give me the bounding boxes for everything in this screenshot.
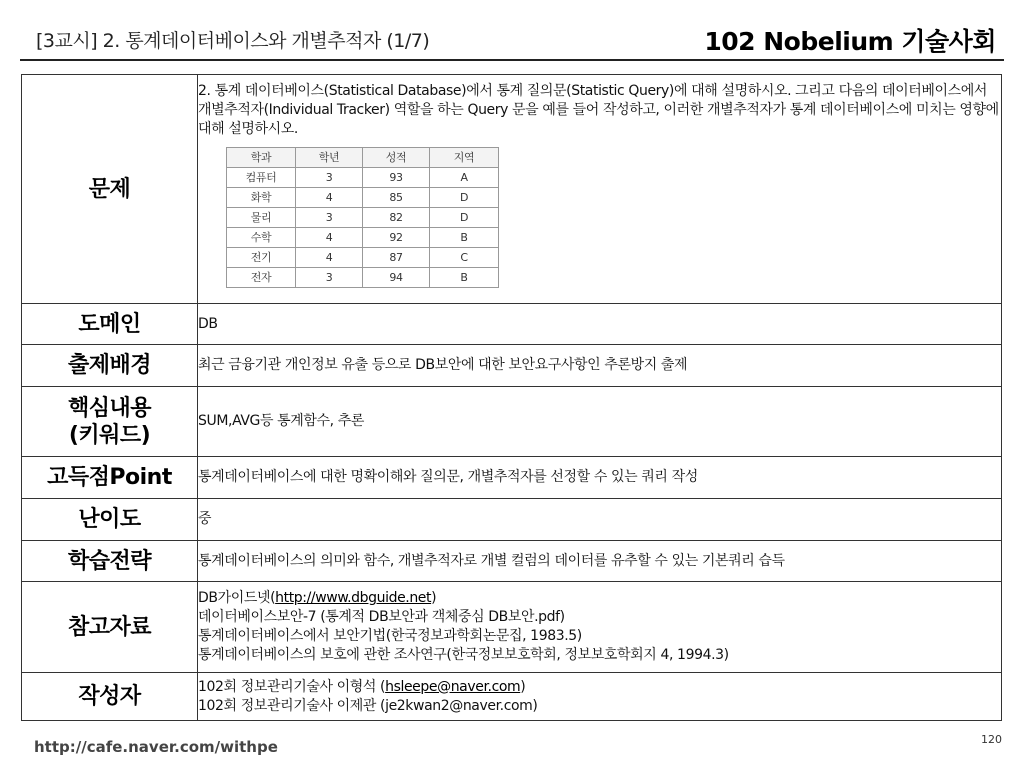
references-cell bbox=[198, 582, 1002, 673]
label-domain: 도메인 bbox=[22, 304, 198, 345]
domain-value: DB bbox=[198, 304, 1002, 345]
footer-url: http://cafe.naver.com/withpe bbox=[34, 738, 278, 756]
sample-cell: 87 bbox=[363, 248, 430, 268]
sample-cell: 수학 bbox=[227, 228, 296, 248]
difficulty-value: 중 bbox=[198, 499, 1002, 541]
label-scoring: 고득점Point bbox=[22, 457, 198, 499]
sample-cell: 4 bbox=[296, 248, 363, 268]
sample-header-cell: 학년 bbox=[296, 148, 363, 168]
sample-table-row bbox=[227, 228, 499, 248]
sample-header-cell: 학과 bbox=[227, 148, 296, 168]
row-question bbox=[22, 75, 1002, 304]
row-scoring bbox=[22, 457, 1002, 499]
sample-table-row bbox=[227, 268, 499, 288]
sample-cell: D bbox=[430, 188, 499, 208]
label-authors: 작성자 bbox=[22, 673, 198, 721]
author-item: 102회 정보관리기술사 이제관 (je2kwan2@naver.com) bbox=[198, 697, 538, 714]
question-text: 2. 통계 데이터베이스(Statistical Database)에서 통계 질의문(Statistic Query)에 대해 설명하시오. 그리고 다음의 데이터베이스에서 개별추적자(Individual Tracker) 역할을 하는 Query 문을 예를 들어 작성하고, 이러한 개별추적자가 통계 데이터베이스에 미치는 영향에 대해 설명하시오. bbox=[198, 83, 999, 137]
sample-cell: 4 bbox=[296, 228, 363, 248]
sample-header-cell: 성적 bbox=[363, 148, 430, 168]
sample-table-row bbox=[227, 168, 499, 188]
row-background bbox=[22, 345, 1002, 387]
background-value: 최근 금융기관 개인정보 유출 등으로 DB보안에 대한 보안요구사항인 추론방지 출제 bbox=[198, 345, 1002, 387]
reference-item: 통계데이터베이스의 보호에 관한 조사연구(한국정보보호학회, 정보보호학회지 4, 1994.3) bbox=[198, 647, 729, 663]
row-keywords bbox=[22, 387, 1002, 457]
author-email-link[interactable]: hsleepe@naver.com bbox=[385, 678, 521, 695]
reference-item: 데이터베이스보안-7 (통계적 DB보안과 객체중심 DB보안.pdf) bbox=[198, 609, 565, 625]
sample-cell: 93 bbox=[363, 168, 430, 188]
label-keywords-line2: (키워드) bbox=[68, 422, 151, 448]
sample-cell: 3 bbox=[296, 168, 363, 188]
sample-table-header bbox=[227, 148, 499, 168]
label-question: 문제 bbox=[22, 75, 198, 304]
reference-prefix: DB가이드넷( bbox=[198, 590, 276, 606]
sample-cell: 물리 bbox=[227, 208, 296, 228]
sample-cell: B bbox=[430, 228, 499, 248]
sample-cell: A bbox=[430, 168, 499, 188]
author-suffix: ) bbox=[520, 678, 526, 695]
sample-data-table bbox=[226, 147, 499, 288]
sample-table-row bbox=[227, 248, 499, 268]
author-item bbox=[198, 678, 1001, 697]
sample-cell: 컴퓨터 bbox=[227, 168, 296, 188]
reference-item bbox=[198, 589, 1001, 608]
sample-table-row bbox=[227, 208, 499, 228]
label-references: 참고자료 bbox=[22, 582, 198, 673]
sample-cell: 전자 bbox=[227, 268, 296, 288]
author-prefix: 102회 정보관리기술사 이형석 ( bbox=[198, 678, 386, 695]
sample-header-cell: 지역 bbox=[430, 148, 499, 168]
reference-suffix: ) bbox=[431, 590, 437, 606]
sample-cell: 화학 bbox=[227, 188, 296, 208]
row-references bbox=[22, 582, 1002, 673]
sample-cell: D bbox=[430, 208, 499, 228]
scoring-value: 통계데이터베이스에 대한 명확이해와 질의문, 개별추적자를 선정할 수 있는 쿼리 작성 bbox=[198, 457, 1002, 499]
label-background: 출제배경 bbox=[22, 345, 198, 387]
label-keywords bbox=[22, 387, 198, 457]
question-cell bbox=[198, 75, 1002, 304]
row-authors bbox=[22, 673, 1002, 721]
exam-info-table bbox=[21, 74, 1002, 721]
row-strategy bbox=[22, 541, 1002, 582]
sample-cell: 전기 bbox=[227, 248, 296, 268]
strategy-value: 통계데이터베이스의 의미와 함수, 개별추적자로 개별 컬럼의 데이터를 유추할 수 있는 기본쿼리 습득 bbox=[198, 541, 1002, 582]
brand-title: 102 Nobelium 기술사회 bbox=[704, 27, 996, 56]
reference-item: 통계데이터베이스에서 보안기법(한국정보과학회논문집, 1983.5) bbox=[198, 628, 582, 644]
keywords-value: SUM,AVG등 통계함수, 추론 bbox=[198, 387, 1002, 457]
label-keywords-line1: 핵심내용 bbox=[67, 395, 151, 421]
sample-cell: B bbox=[430, 268, 499, 288]
row-difficulty bbox=[22, 499, 1002, 541]
label-strategy: 학습전략 bbox=[22, 541, 198, 582]
authors-cell bbox=[198, 673, 1002, 721]
sample-cell: C bbox=[430, 248, 499, 268]
sample-cell: 92 bbox=[363, 228, 430, 248]
label-difficulty: 난이도 bbox=[22, 499, 198, 541]
sample-cell: 3 bbox=[296, 208, 363, 228]
sample-cell: 85 bbox=[363, 188, 430, 208]
sample-cell: 82 bbox=[363, 208, 430, 228]
sample-cell: 3 bbox=[296, 268, 363, 288]
header-divider bbox=[20, 59, 1004, 61]
page-number: 120 bbox=[981, 733, 1002, 746]
sample-table-row bbox=[227, 188, 499, 208]
sample-cell: 94 bbox=[363, 268, 430, 288]
sample-cell: 4 bbox=[296, 188, 363, 208]
slide-title: [3교시] 2. 통계데이터베이스와 개별추적자 (1/7) bbox=[36, 30, 430, 52]
row-domain bbox=[22, 304, 1002, 345]
dbguide-link[interactable]: http://www.dbguide.net bbox=[275, 590, 432, 606]
